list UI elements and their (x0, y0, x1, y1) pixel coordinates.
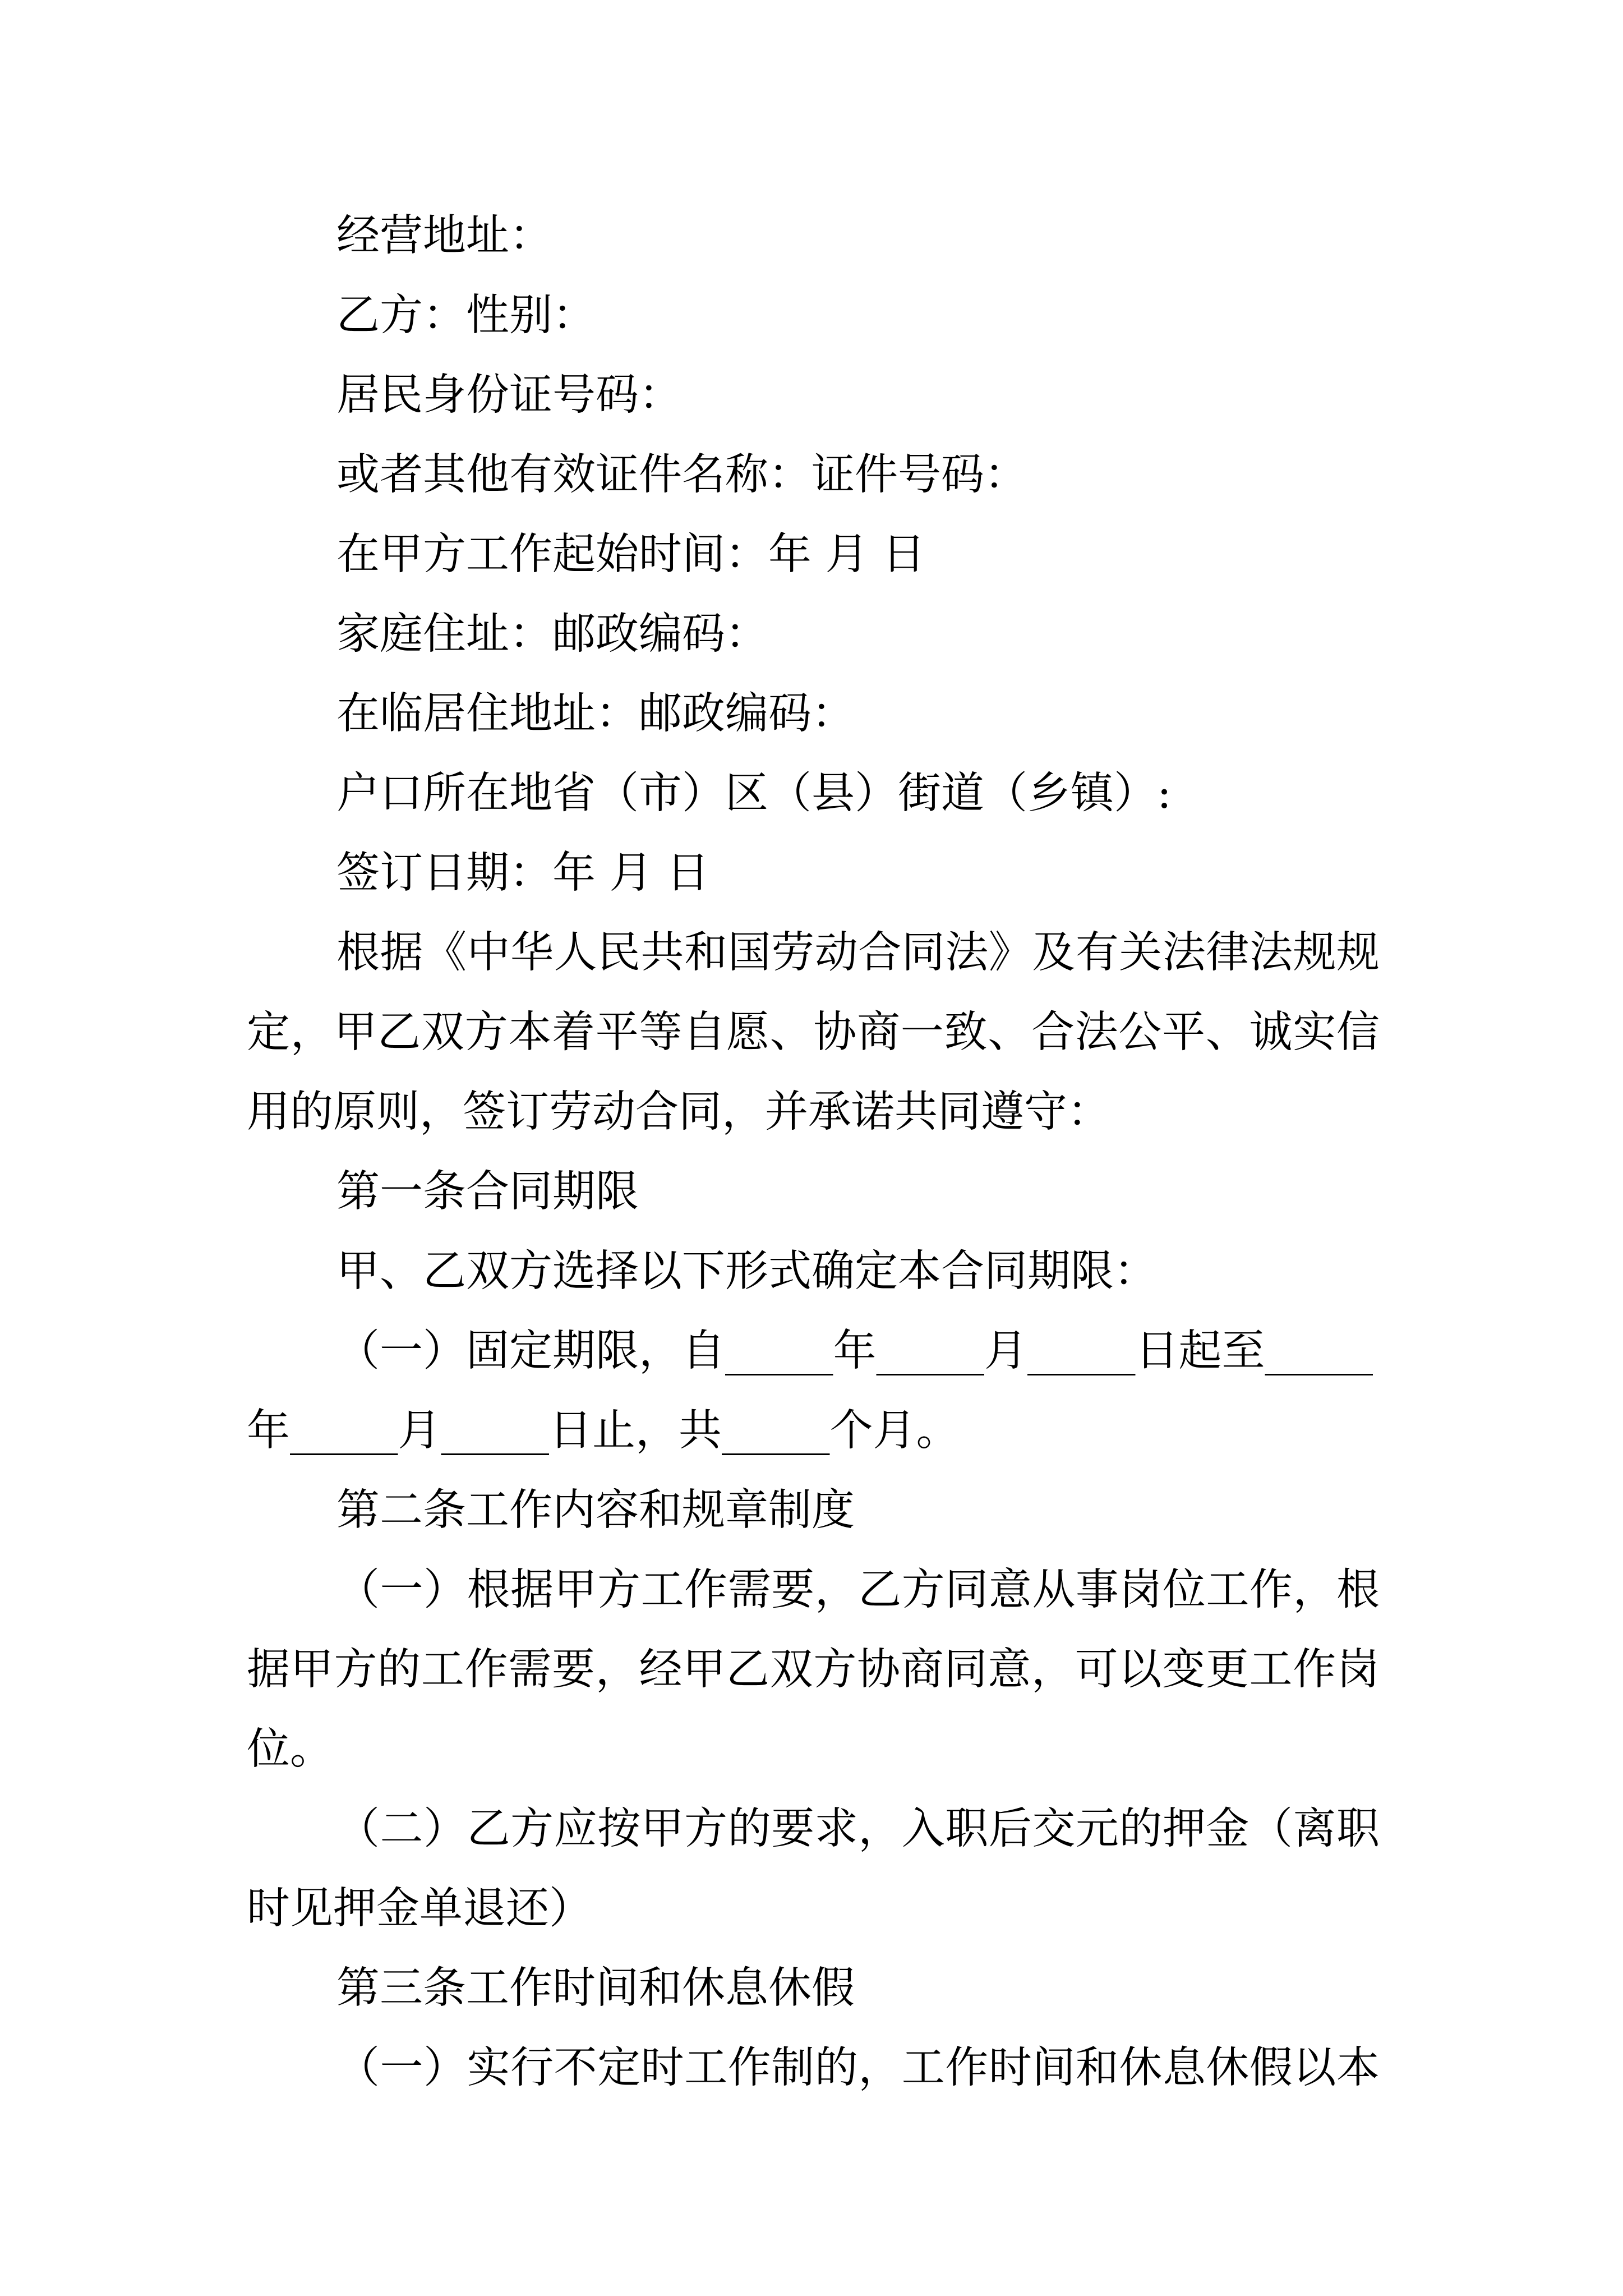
text-line: 第二条工作内容和规章制度 (336, 1485, 855, 1535)
text-line: 年_____月_____日止，共_____个月。 (247, 1406, 960, 1456)
text-line: 第一条合同期限 (336, 1167, 639, 1217)
text-line: 经营地址： (336, 211, 552, 261)
text-line: 或者其他有效证件名称：证件号码： (336, 450, 1027, 500)
text-line: （二）乙方应按甲方的要求，入职后交元的押金（离职 (336, 1804, 1380, 1854)
text-line: 户口所在地省（市）区（县）街道（乡镇）: (336, 769, 1172, 818)
text-line: 根据《中华人民共和国劳动合同法》及有关法律法规规 (336, 928, 1380, 978)
text-line: 在临居住地址：邮政编码： (336, 689, 855, 739)
text-line: （一）根据甲方工作需要，乙方同意从事岗位工作，根 (336, 1565, 1380, 1615)
text-line: 签订日期：年 月 日 (336, 848, 709, 898)
text-line: 甲、乙双方选择以下形式确定本合同期限： (336, 1246, 1157, 1296)
text-line: 在甲方工作起始时间：年 月 日 (336, 530, 925, 579)
text-line: 家庭住址：邮政编码： (336, 609, 768, 659)
text-line: 乙方：性别： (336, 291, 596, 341)
text-line: 居民身份证号码： (336, 370, 682, 420)
text-line: 定，甲乙双方本着平等自愿、协商一致、合法公平、诚实信 (247, 1007, 1380, 1057)
text-line: （一）实行不定时工作制的，工作时间和休息休假以本 (336, 2043, 1380, 2093)
text-line: （一）固定期限，自_____年_____月_____日起至_____ (336, 1326, 1373, 1376)
text-line: 时见押金单退还） (247, 1884, 592, 1934)
text-line: 用的原则，签订劳动合同，并承诺共同遵守： (247, 1087, 1110, 1137)
text-line: 第三条工作时间和休息休假 (336, 1963, 855, 2013)
text-line: 据甲方的工作需要，经甲乙双方协商同意，可以变更工作岗 (247, 1645, 1380, 1695)
text-line: 位。 (247, 1724, 333, 1774)
